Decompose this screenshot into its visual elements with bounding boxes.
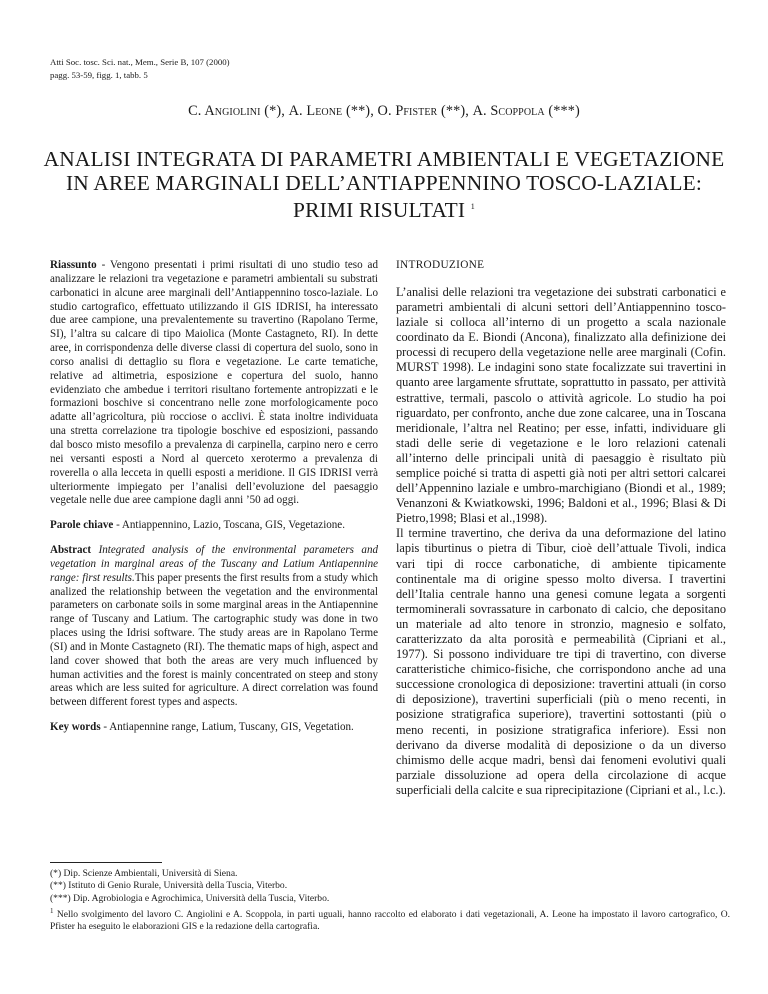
abstract-title: Integrated analysis of the environmental parameters and vegetation in marginal areas of the Tuscany and Latium Antiapennine range: first results.	[50, 544, 378, 584]
page-range: pagg. 53-59, figg. 1, tabb. 5	[50, 70, 148, 80]
footnote-divider	[50, 862, 162, 863]
footnote-contributions-text: Nello svolgimento del lavoro C. Angiolini e A. Scoppola, in parti uguali, hanno raccolto ed elaborato i dati vegetazionali, A. Leone ha impostato il lavoro cartografico, O. Pfister ha eseguito le elaborazioni GIS e la redazione della cartografia.	[50, 909, 730, 933]
footnote-contributions	[50, 905, 730, 934]
parole-chiave-label: Parole chiave	[50, 519, 114, 532]
title-footnote-mark: 1	[470, 202, 475, 211]
author-affiliation-mark: (*)	[264, 103, 282, 119]
title-line: IN AREE MARGINALI DELL’ANTIAPPENNINO TOSCO-LAZIALE:	[65, 171, 703, 195]
key-words-text: - Antiapennine range, Latium, Tuscany, GIS, Vegetation.	[103, 721, 354, 734]
footnote-affiliation: (***) Dip. Agrobiologia e Agrochimica, Università della Tuscia, Viterbo.	[50, 892, 330, 904]
author-name: O. Pfister	[377, 103, 438, 119]
footnote-affiliation: (**) Istituto di Genio Rurale, Università della Tuscia, Viterbo.	[50, 880, 288, 892]
title-line: PRIMI RISULTATI $^1$	[293, 198, 475, 222]
author-affiliation-mark: (**)	[441, 103, 466, 119]
parole-chiave-paragraph	[50, 519, 378, 533]
author-name: A. Leone	[288, 103, 343, 119]
journal-citation: Atti Soc. tosc. Sci. nat., Mem., Serie B, 107 (2000)	[50, 57, 230, 67]
introduzione-body	[396, 285, 726, 798]
journal-header	[50, 56, 230, 82]
author-list: C. Angiolini (*), A. Leone (**), O. Pfister (**), A. Scoppola (***)	[188, 103, 580, 119]
footnote-mark: 1	[50, 906, 54, 915]
paper-title	[0, 147, 768, 222]
footnote-affiliation: (*) Dip. Scienze Ambientali, Università di Siena.	[50, 868, 238, 879]
author-name: A. Scoppola	[472, 103, 545, 119]
left-column	[50, 259, 378, 735]
author-affiliation-mark: (**)	[345, 103, 371, 119]
abstract-paragraph	[50, 544, 378, 710]
riassunto-text: - Vengono presentati i primi risultati di uno studio teso ad analizzare le relazioni tra vegetazione e parametri ambientali su substrati carbonatici in alcune aree marginali dell’Antiappennino tosco-laziale. Lo studio cartografico, effettuato utilizzando il GIS IDRISI, ha interessato due aree campione, una prevalentemente su travertino (Rapolano Terme, SI), l’altra su calcare di tipo Maiolica (Monte Castagneto, RI). In dette aree, in corrispondenza delle diverse classi di copertura del suolo, sono in corso analisi di dettaglio su flora e vegetazione. Le carte tematiche, relative ad altimetria, esposizione e copertura del suolo, hanno evidenziato che ambedue i territori risultano fortemente antropizzati e le formazioni boschive si concentrano nelle zone morfologicamente poco adatte all’agricoltura, più rocciose o acclivi. È stata inoltre individuata una stretta correlazione tra tipologie boschive ed esposizioni, passando dal bosco misto mesofilo a prevalenza di carpinella, carpino nero e cerro nei versanti esposti a Nord al querceto xerotermo a prevalenza di roverella o alla lecceta in quelli esposti a meridione. Il GIS IDRISI verrà ulteriormente impiegato per l’analisi dell’evoluzione del paesaggio vegetale nelle due aree campione dagli anni ’50 ad oggi.	[50, 259, 378, 507]
key-words-label: Key words	[50, 721, 101, 734]
abstract-text: This paper presents the first results from a study which analized the relationship between the vegetation and the environmental parameters on carbonate soils in some marginal areas in the Antiapennine range of Tuscany and Latium. The cartographic study was done in two places using the Idrisi software. The study areas are in Rapolano Terme (SI) and in Monte Castagneto (RI). The thematic maps of high, aspect and land cover showed that both the areas are very much influenced by human activities and the forest is mainly concentrated on steep and stony areas which are less suited for agriculture. A direct correlation was found between different forest types and aspects.	[50, 571, 378, 709]
footnotes	[50, 868, 730, 934]
author-affiliation-mark: (***)	[548, 103, 580, 119]
author-name: C. Angiolini	[188, 103, 261, 119]
right-column	[396, 259, 726, 798]
section-heading-introduzione: INTRODUZIONE	[396, 259, 485, 271]
parole-chiave-text: - Antiappennino, Lazio, Toscana, GIS, Vegetazione.	[116, 519, 345, 532]
abstract-label: Abstract	[50, 544, 92, 557]
introduzione-paragraph: L’analisi delle relazioni tra vegetazione dei substrati carbonatici e parametri ambientali di alcuni settori dell’Antiappennino tosco-laziale si colloca all’interno di un progetto a scala nazionale coordinato da E. Biondi (Ancona), finalizzato alla definizione dei processi di recupero della vegetazione nelle aree marginali (Cofin. MURST 1998). Le indagini sono state focalizzate sui travertini in quanto aree largamente sfruttate, soprattutto in passato, per attività estrattive, termali, pascolo o attività agricole. Lo studio ha poi riguardato, per confronto, anche due zone calcaree, una in Toscana meridionale, l’altra nel Reatino; per esse, infatti, individuare gli stadi delle serie di vegetazione e le loro relazioni catenali all’interno delle principali unità di paesaggio è risultato più semplice poiché si tratta di aspetti già noti per altri settori calcarei dell’Appennino laziale e umbro-marchigiano (Biondi et al., 1989; Venanzoni & Kwiatkowski, 1996; Baldoni et al., 1996; Blasi & Di Pietro,1998; Blasi et al.,1998).	[396, 284, 726, 526]
key-words-paragraph	[50, 721, 378, 735]
introduzione-paragraph: Il termine travertino, che deriva da una deformazione del latino lapis tiburtinus o pietra di Tibur, cioè dell’attuale Tivoli, indica vari tipi di rocce carbonatiche, di ambiente tipicamente continentale ma di origine spesso molto diversa. I travertini dell’Italia centrale hanno una genesi comune legata a sorgenti termominerali sovrassature in carbonato di calcio, che depositano un materiale ad alto tenore in stronzio, magnesio e solfato, caratterizzato da alta porosità e permeabilità (Cipriani et al., 1977). Si possono individuare tre tipi di travertino, con diverse caratteristiche chimico-fisiche, che corrispondono anche ad una successione cronologica di deposizione: travertini attuali (in corso di deposizione), travertini superficiali (più o meno recenti, in posizione stratigrafica superiore), travertini sottostanti (più o meno recenti, in posizione stratigrafica inferiore). Essi non derivano da diverse modalità di deposizione o da un diverso chimismo delle acque madri, bensì dai fenomeni evolutivi quali parziale dissoluzione ad opera della circolazione di acque superficiali della calcite e sua riprecipitazione (Cipriani et al., l.c.).	[396, 526, 726, 797]
riassunto-label: Riassunto	[50, 259, 97, 271]
riassunto-paragraph	[50, 259, 378, 508]
title-line: ANALISI INTEGRATA DI PARAMETRI AMBIENTALI E VEGETAZIONE	[43, 147, 725, 171]
